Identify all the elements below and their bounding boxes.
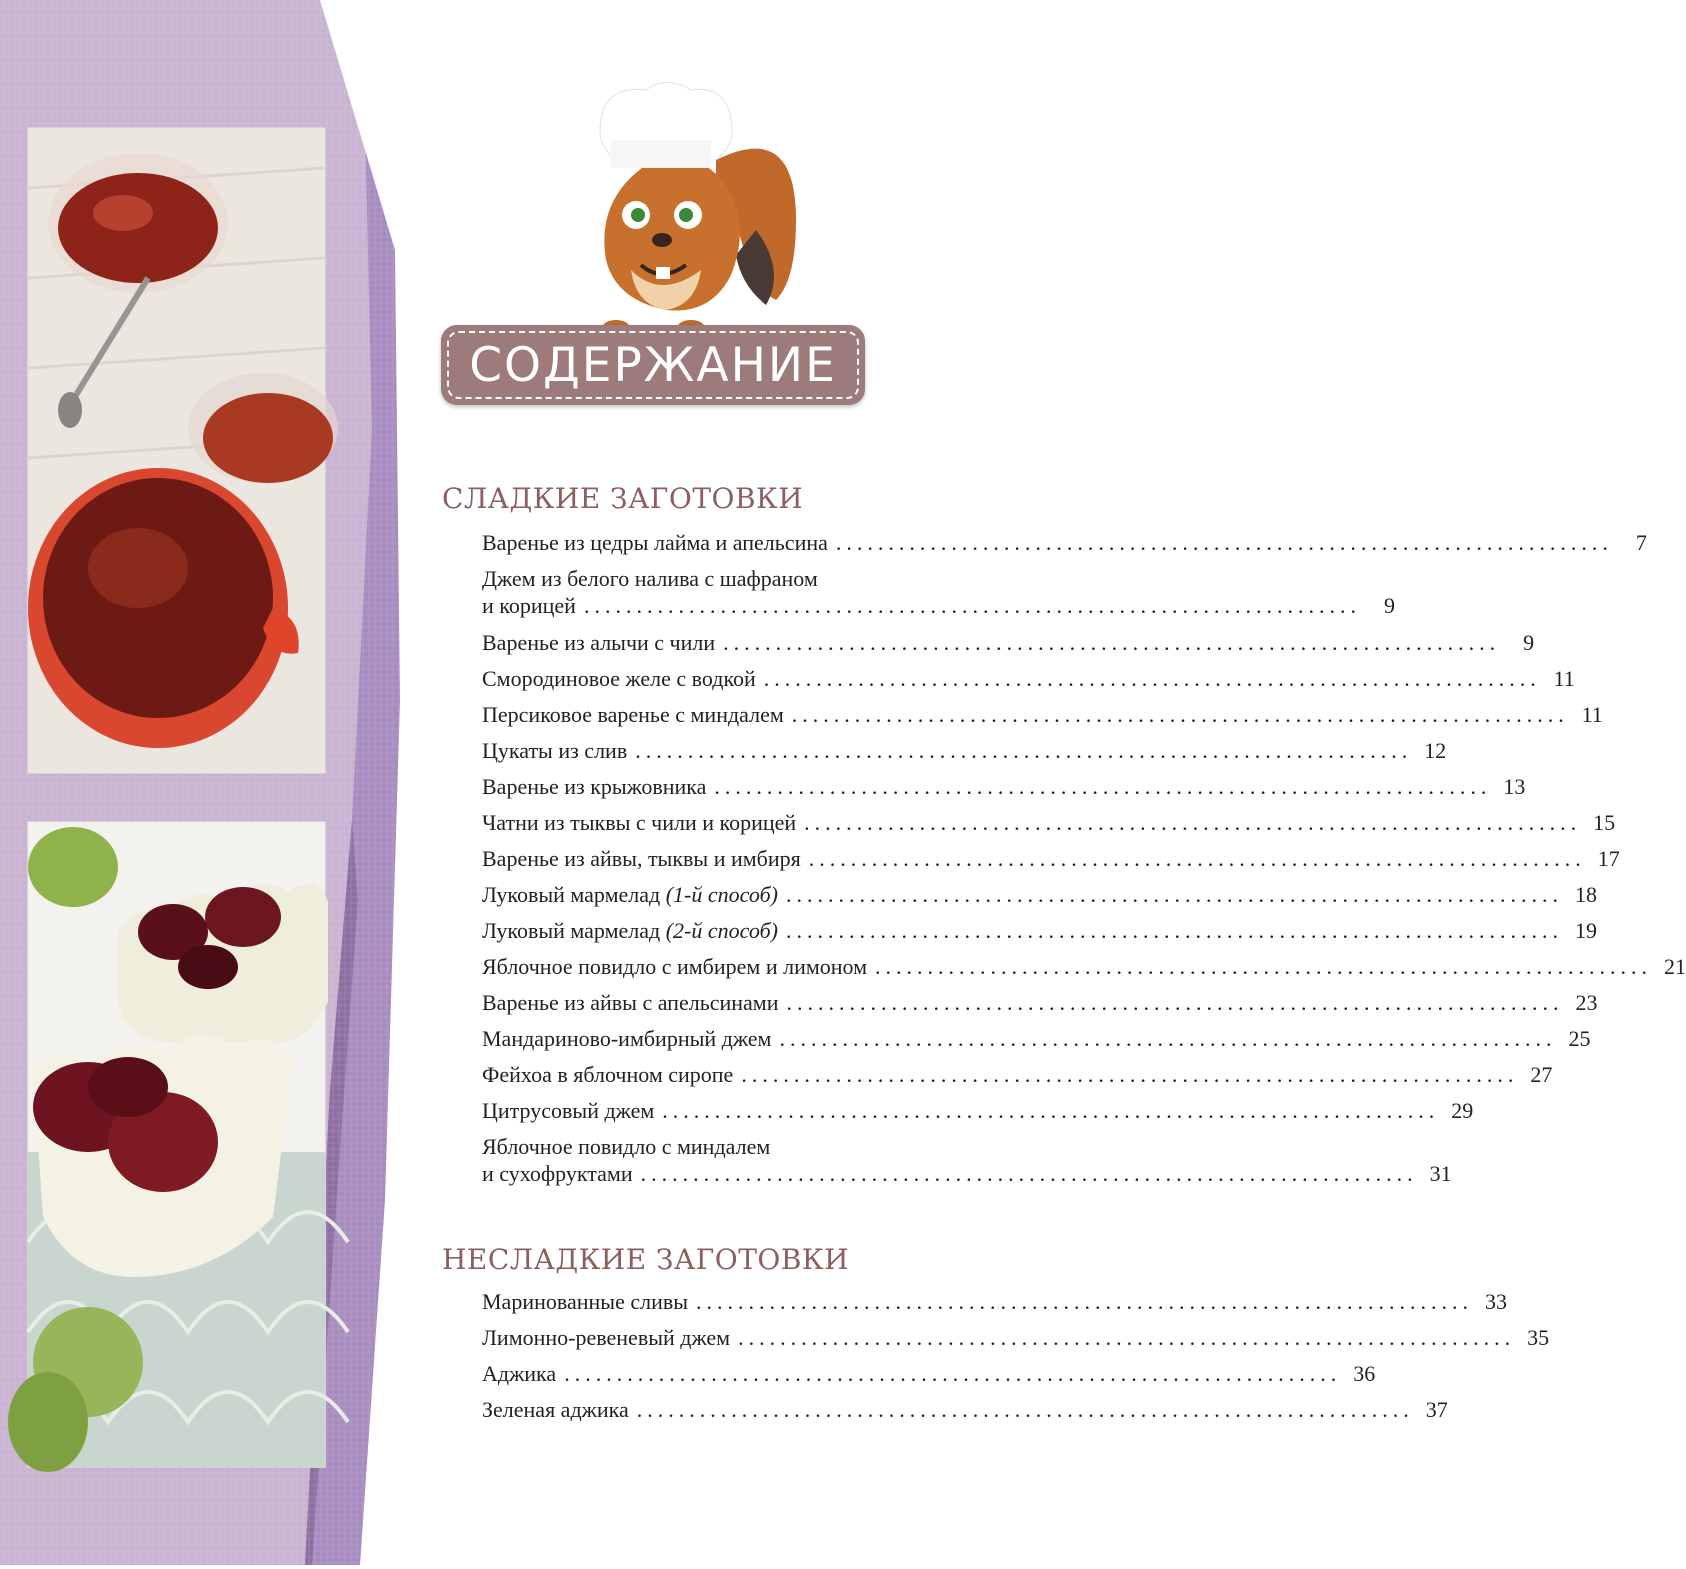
section-title-savory: НЕСЛАДКИЕ ЗАГОТОВКИ bbox=[442, 1243, 849, 1276]
toc-entry[interactable]: Персиковое варенье с миндалем .......................................................................... 11 bbox=[482, 702, 1603, 727]
page-number: 31 bbox=[1429, 1161, 1452, 1186]
toc-list-savory bbox=[482, 1288, 1550, 1432]
page-number: 29 bbox=[1451, 1098, 1474, 1123]
page-number: 36 bbox=[1353, 1361, 1376, 1386]
page-number: 23 bbox=[1575, 990, 1598, 1015]
toc-entry[interactable]: Зеленая аджика .......................................................................... 37 bbox=[482, 1397, 1448, 1422]
toc-entry[interactable]: Варенье из цедры лайма и апельсина .......................................................................... 7 bbox=[482, 530, 1647, 555]
page-number: 18 bbox=[1574, 882, 1597, 907]
toc-entry[interactable]: Варенье из крыжовника .......................................................................... 13 bbox=[482, 774, 1526, 799]
squirrel-chef-mascot bbox=[566, 80, 802, 334]
page-number: 13 bbox=[1503, 774, 1526, 799]
toc-entry[interactable]: Варенье из айвы с апельсинами .......................................................................... 23 bbox=[482, 990, 1598, 1015]
toc-entry[interactable]: Яблочное повидло с миндалем и сухофруктами .......................................................................... 31 bbox=[482, 1134, 1452, 1186]
toc-entry[interactable]: Мандариново-имбирный джем .......................................................................... 25 bbox=[482, 1026, 1591, 1051]
toc-list-sweet bbox=[482, 529, 1686, 1197]
page-number: 37 bbox=[1425, 1397, 1448, 1422]
page-title: СОДЕРЖАНИЕ bbox=[469, 337, 837, 393]
contents-title-box bbox=[441, 325, 865, 405]
page-number: 19 bbox=[1574, 918, 1597, 943]
toc-entry[interactable]: Чатни из тыквы с чили и корицей .......................................................................... 15 bbox=[482, 810, 1616, 835]
page-number: 33 bbox=[1485, 1289, 1508, 1314]
toc-entry[interactable]: Варенье из айвы, тыквы и имбиря .......................................................................... 17 bbox=[482, 846, 1620, 871]
page-number: 11 bbox=[1553, 666, 1575, 691]
page-number: 15 bbox=[1593, 810, 1616, 835]
page-number: 9 bbox=[1383, 593, 1395, 618]
section-title-sweet: СЛАДКИЕ ЗАГОТОВКИ bbox=[442, 482, 804, 515]
toc-entry[interactable]: Смородиновое желе с водкой .......................................................................... 11 bbox=[482, 666, 1575, 691]
toc-entry[interactable]: Яблочное повидло с имбирем и лимоном .......................................................................... 21 bbox=[482, 954, 1686, 979]
toc-entry[interactable]: Аджика .......................................................................... 36 bbox=[482, 1361, 1376, 1386]
toc-entry[interactable]: Луковый мармелад (1-й способ) .......................................................................... 18 bbox=[482, 882, 1597, 907]
toc-entry[interactable]: Цукаты из слив .......................................................................... 12 bbox=[482, 738, 1447, 763]
page-number: 21 bbox=[1664, 954, 1686, 979]
jam-jars-photo bbox=[27, 127, 326, 774]
toc-entry[interactable]: Варенье из алычи с чили .......................................................................... 9 bbox=[482, 630, 1535, 655]
toc-entry[interactable]: Фейхоа в яблочном сиропе .......................................................................... 27 bbox=[482, 1062, 1553, 1087]
page-number: 12 bbox=[1424, 738, 1447, 763]
toc-entry[interactable]: Джем из белого налива с шафраном и корицей .......................................................................... 9 bbox=[482, 566, 1395, 618]
title-dashed-border bbox=[447, 331, 859, 399]
toc-entry[interactable]: Цитрусовый джем .......................................................................... 29 bbox=[482, 1098, 1474, 1123]
plum-bowls-photo bbox=[27, 821, 326, 1468]
page-number: 27 bbox=[1530, 1062, 1553, 1087]
page-number: 7 bbox=[1635, 530, 1647, 555]
page-number: 35 bbox=[1527, 1325, 1550, 1350]
page-number: 9 bbox=[1523, 630, 1535, 655]
toc-entry[interactable]: Маринованные сливы .......................................................................... 33 bbox=[482, 1289, 1508, 1314]
toc-entry[interactable]: Лимонно-ревеневый джем .......................................................................... 35 bbox=[482, 1325, 1550, 1350]
page-number: 11 bbox=[1581, 702, 1603, 727]
page-number: 25 bbox=[1568, 1026, 1591, 1051]
page-number: 17 bbox=[1597, 846, 1620, 871]
toc-entry[interactable]: Луковый мармелад (2-й способ) .......................................................................... 19 bbox=[482, 918, 1597, 943]
